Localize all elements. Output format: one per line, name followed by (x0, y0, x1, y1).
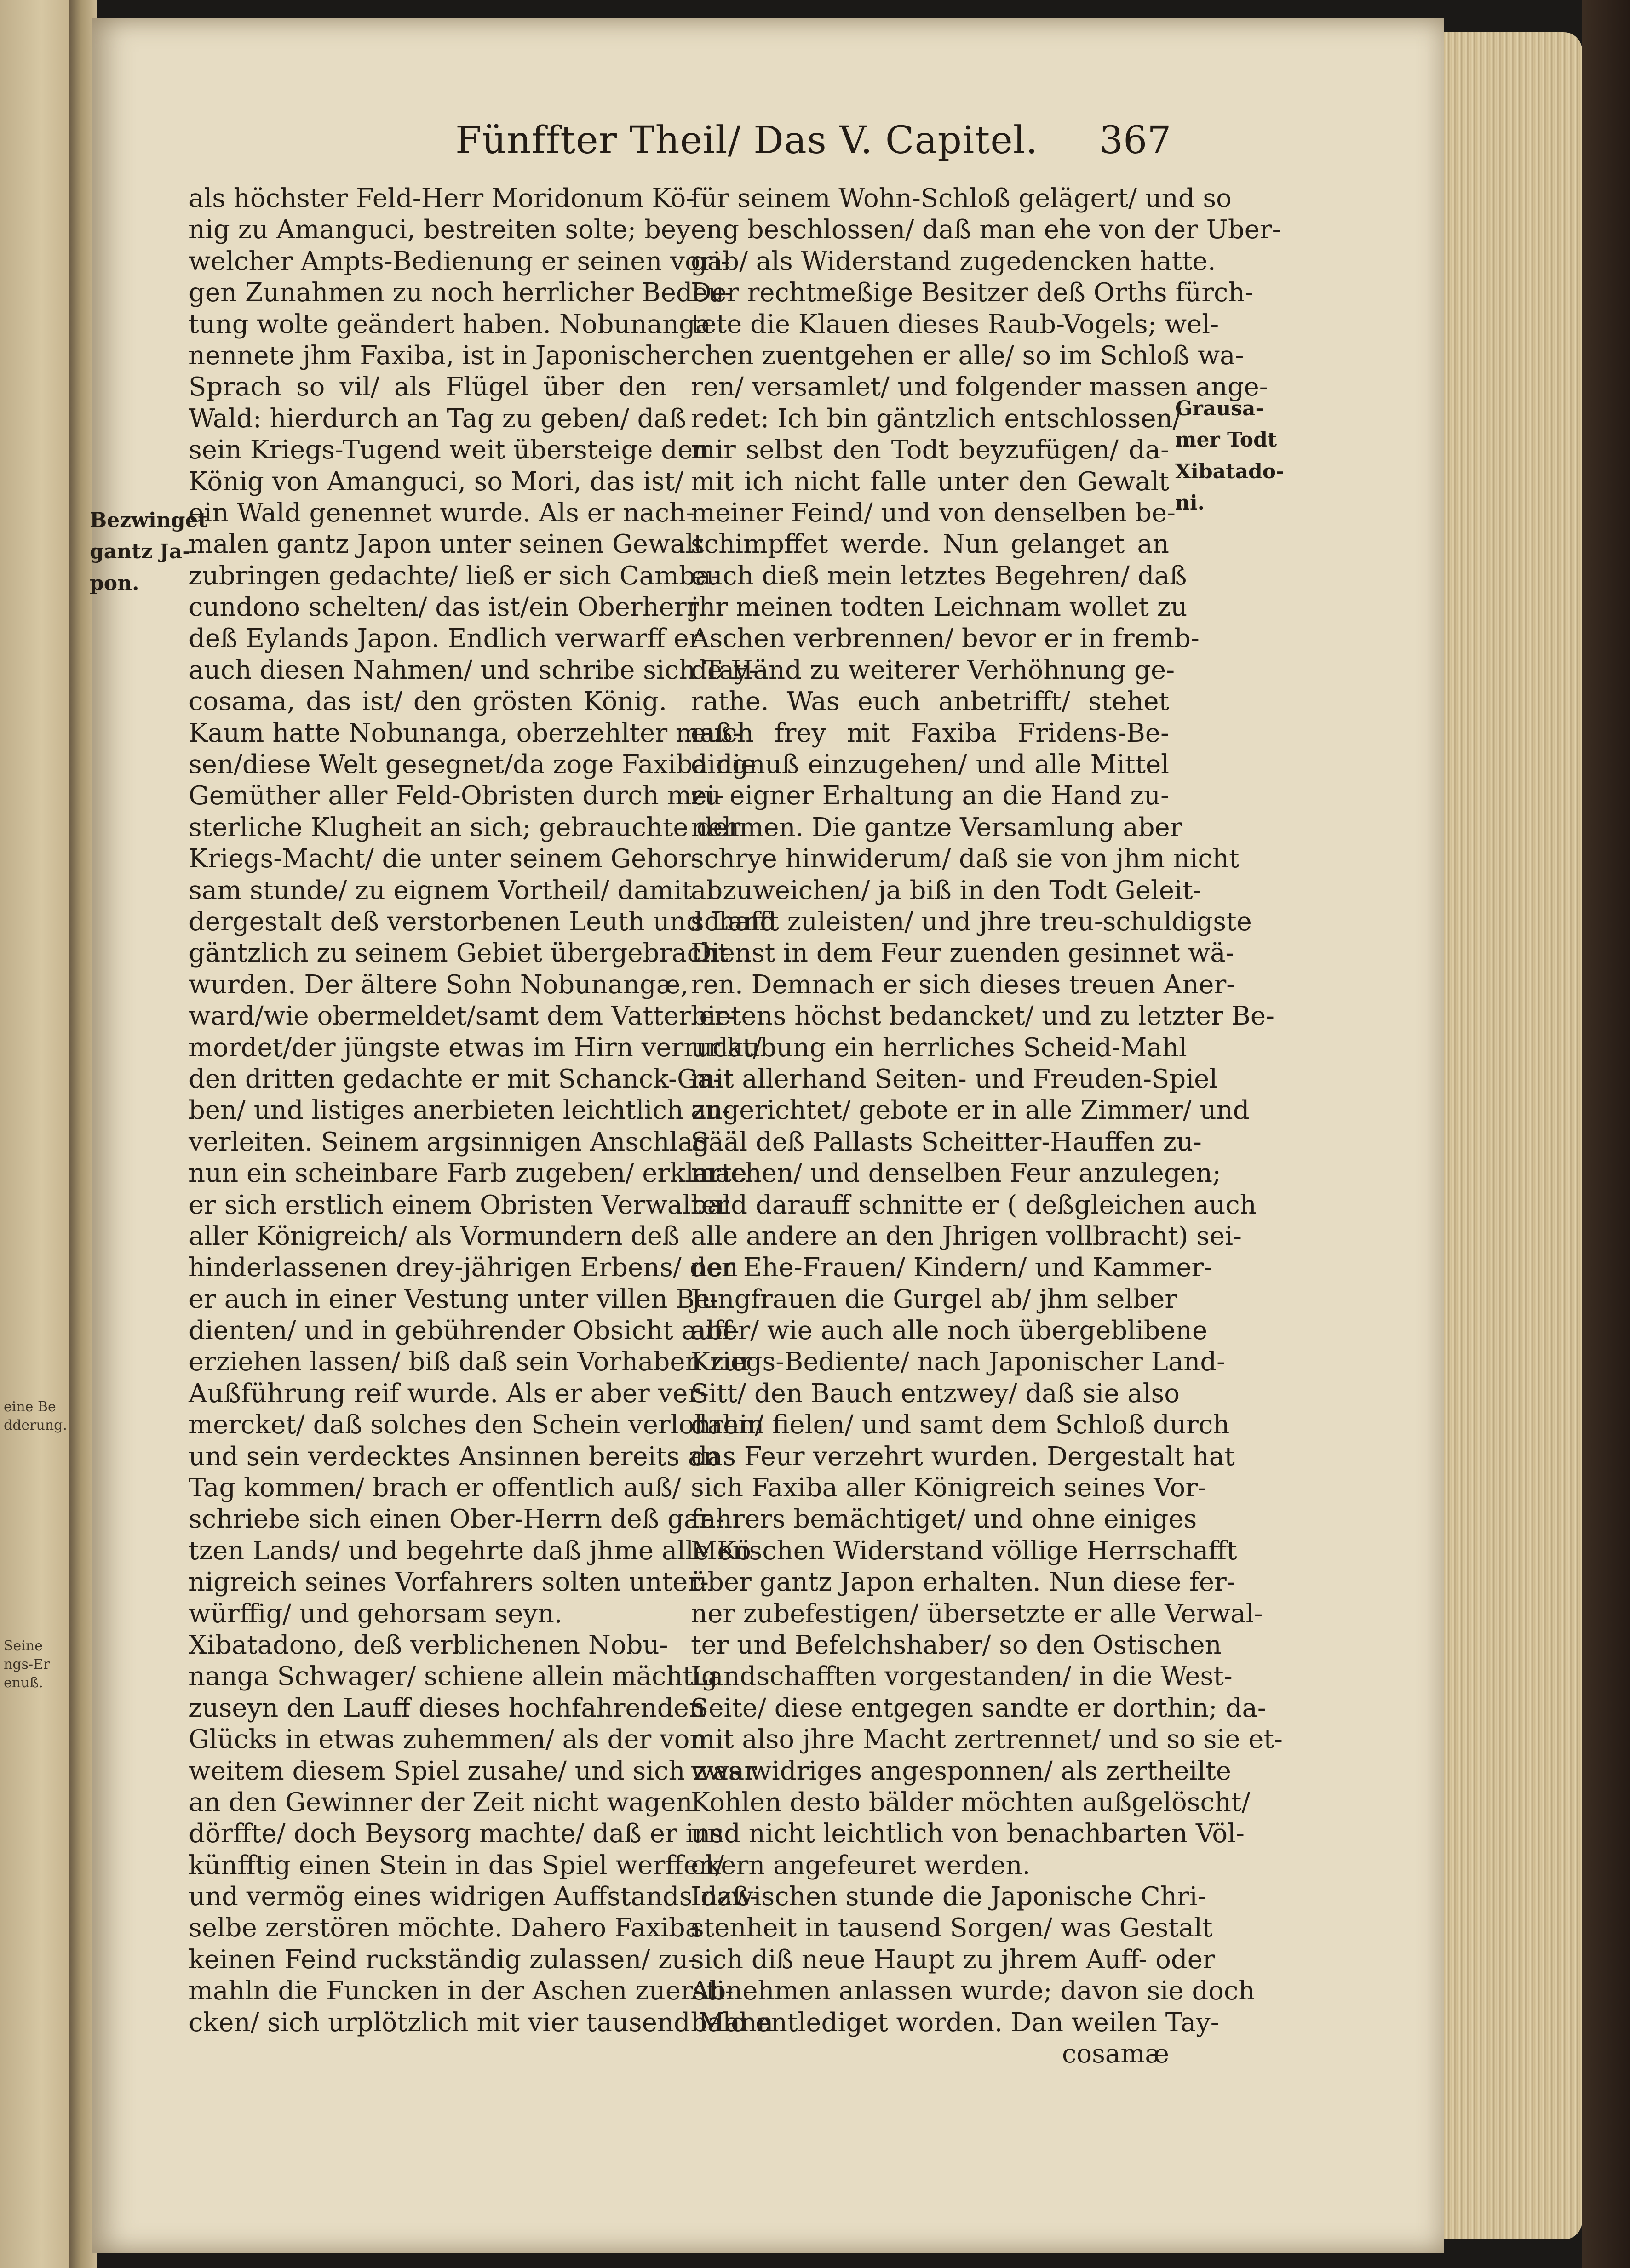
text-line: mahln die Funcken in der Aschen zuersti- (189, 1976, 734, 2006)
text-line: zubringen gedachte/ ließ er sich Camba- (189, 561, 720, 591)
text-line: nehmen. Die gantze Versamlung aber (691, 812, 1182, 842)
text-line: ckern angefeuret werden. (691, 1850, 1031, 1880)
previous-page-edge (0, 0, 69, 2268)
text-line: sich Faxiba aller Königreich seines Vor- (691, 1473, 1206, 1503)
text-line: alle andere an den Jhrigen vollbracht) sei- (691, 1221, 1242, 1251)
text-line: Jungfrauen die Gurgel ab/ jhm selber (691, 1284, 1177, 1314)
text-line: mordet/der jüngste etwas im Hirn verruckt/ (189, 1032, 762, 1063)
text-line: jhr meinen todten Leichnam wollet zu (691, 592, 1188, 623)
text-line: stenheit in tausend Sorgen/ was Gestalt (691, 1913, 1213, 1943)
text-line: und nicht leichtlich von benachbarten Völ- (691, 1819, 1245, 1849)
text-line: er auch in einer Vestung unter villen Be- (189, 1284, 719, 1314)
text-line: ein Wald genennet wurde. Als er nach- (189, 498, 695, 528)
text-line: rathe. Was euch anbetrifft/ stehet (691, 687, 1169, 717)
text-line: hinderlassenen drey-jährigen Erbens/ den (189, 1253, 738, 1283)
margin-note-line: Grausa- (1175, 397, 1264, 420)
text-line: tzen Lands/ und begehrte daß jhme alle Kö- (189, 1535, 760, 1566)
text-line: machen/ und denselben Feur anzulegen; (691, 1158, 1221, 1189)
left-text-column (189, 183, 777, 2039)
text-line: zuseyn den Lauff dieses hochfahrenden (189, 1693, 706, 1723)
text-line: ter und Befelchshaber/ so den Ostischen (691, 1630, 1222, 1660)
text-line: Kriegs-Bediente/ nach Japonischer Land- (691, 1347, 1226, 1377)
text-line: Außführung reif wurde. Als er aber ver- (189, 1378, 709, 1409)
text-line: Menschen Widerstand völlige Herrschafft (691, 1535, 1237, 1566)
text-line: mit allerhand Seiten- und Freuden-Spiel (691, 1064, 1218, 1094)
text-line: keinen Feind ruckständig zulassen/ zu- (189, 1944, 697, 1975)
previous-page-note: eine Be dderung. (4, 1399, 67, 1433)
text-line: nun ein scheinbare Farb zugeben/ erklarte (189, 1158, 747, 1189)
text-line: abzuweichen/ ja biß in den Todt Geleit- (691, 875, 1202, 905)
text-line: schriebe sich einen Ober-Herrn deß gan- (189, 1504, 725, 1535)
margin-note-line: pon. (90, 571, 139, 595)
text-line: bald darauff schnitte er ( deßgleichen auch (691, 1190, 1257, 1220)
text-line: cken/ sich urplötzlich mit vier tausend Mann (189, 2007, 774, 2038)
text-line: euch dieß mein letztes Begehren/ daß (691, 561, 1187, 591)
text-line: bietens höchst bedancket/ und zu letzter Be- (691, 1001, 1274, 1031)
text-line: chen zuentgehen er alle/ so im Schloß wa- (691, 340, 1244, 371)
text-line: de Händ zu weiterer Verhöhnung ge- (691, 655, 1175, 685)
text-line: Sääl deß Pallasts Scheitter-Hauffen zu- (691, 1127, 1202, 1157)
text-line: dergestalt deß verstorbenen Leuth und Land (189, 906, 777, 937)
text-line: urlaubung ein herrliches Scheid-Mahl (691, 1032, 1187, 1063)
text-line: Abnehmen anlassen wurde; davon sie doch (691, 1976, 1255, 2006)
text-line: ner zubefestigen/ übersetzte er alle Verwal- (691, 1598, 1263, 1629)
text-line: und sein verdecktes Ansinnen bereits an (189, 1441, 720, 1472)
previous-page-note: Seine ngs-Er enuß. (4, 1638, 50, 1691)
text-line: für seinem Wohn-Schloß gelägert/ und so (691, 183, 1232, 213)
text-line: Sitt/ den Bauch entzwey/ daß sie also (691, 1378, 1180, 1409)
text-line: ward/wie obermeldet/samt dem Vatter er- (189, 1001, 736, 1031)
text-line: fahrers bemächtiget/ und ohne einiges (691, 1504, 1197, 1535)
margin-note-line: Xibatado- (1175, 459, 1285, 483)
text-line: Seite/ diese entgegen sandte er dorthin; da- (691, 1693, 1266, 1723)
text-line: ren. Demnach er sich dieses treuen Aner- (691, 969, 1235, 1000)
text-line: mir selbst den Todt beyzufügen/ da- (691, 435, 1169, 465)
text-line: ner Ehe-Frauen/ Kindern/ und Kammer- (691, 1253, 1213, 1283)
text-line: würffig/ und gehorsam seyn. (189, 1598, 562, 1629)
text-line: Inzwischen stunde die Japonische Chri- (691, 1882, 1206, 1912)
text-line: dahin fielen/ und samt dem Schloß durch (691, 1410, 1230, 1440)
text-line: mit ich nicht falle unter den Gewalt (691, 466, 1169, 497)
margin-note-line: ni. (1175, 491, 1205, 515)
text-line: redet: Ich bin gäntzlich entschlossen/ (691, 403, 1182, 434)
text-line: cundono schelten/ das ist/ein Oberherr (189, 592, 699, 623)
text-line: sen/diese Welt gesegnet/da zoge Faxiba die (189, 750, 756, 780)
text-line: an den Gewinner der Zeit nicht wagen (189, 1787, 693, 1817)
text-line: Kaum hatte Nobunanga, oberzehlter maß- (189, 718, 741, 748)
text-line: euch frey mit Faxiba Fridens-Be- (691, 718, 1169, 748)
text-line: ben/ und listiges anerbieten leichtlich zu- (189, 1095, 731, 1126)
text-line: Landschafften vorgestanden/ in die West- (691, 1661, 1233, 1692)
text-line: Glücks in etwas zuhemmen/ als der von (189, 1724, 706, 1755)
margin-note-line: gantz Ja- (90, 540, 191, 564)
margin-note-line: mer Todt (1175, 428, 1277, 452)
text-line: schafft zuleisten/ und jhre treu-schuldigste (691, 906, 1252, 937)
text-line: cosama, das ist/ den grösten König. (189, 687, 667, 717)
text-line: wurden. Der ältere Sohn Nobunangæ, (189, 969, 689, 1000)
text-line: angerichtet/ gebote er in alle Zimmer/ und (691, 1095, 1250, 1126)
text-line: bald entlediget worden. Dan weilen Tay- (691, 2007, 1219, 2038)
text-line: tete die Klauen dieses Raub-Vogels; wel- (691, 309, 1219, 339)
text-line: aller Königreich/ als Vormundern deß (189, 1221, 680, 1251)
margin-note-right (1175, 396, 1285, 522)
text-line: tung wolte geändert haben. Nobunanga (189, 309, 711, 339)
text-line: selbe zerstören möchte. Dahero Faxiba (189, 1913, 701, 1943)
text-line: Tag kommen/ brach er offentlich auß/ (189, 1473, 681, 1503)
text-line: gäntzlich zu seinem Gebiet übergebracht (189, 938, 729, 968)
text-line: den dritten gedachte er mit Schanck-Ga- (189, 1064, 722, 1094)
text-line: weitem diesem Spiel zusahe/ und sich zwar (189, 1756, 757, 1786)
text-line: nanga Schwager/ schiene allein mächtig (189, 1661, 718, 1692)
text-line: künfftig einen Stein in das Spiel werffen/ (189, 1850, 724, 1880)
text-line: verleiten. Seinem argsinnigen Anschlag (189, 1127, 710, 1157)
text-line: dörffte/ doch Beysorg machte/ daß er ins (189, 1819, 724, 1849)
text-line: und vermög eines widrigen Auffstands daß- (189, 1882, 758, 1912)
text-line: nigreich seines Vorfahrers solten unter- (189, 1567, 709, 1598)
margin-note-line: Bezwinget (90, 509, 207, 532)
text-line: zu eigner Erhaltung an die Hand zu- (691, 781, 1169, 811)
text-line: Aschen verbrennen/ bevor er in fremb- (691, 624, 1200, 654)
text-line: welcher Ampts-Bedienung er seinen vori- (189, 246, 730, 276)
text-line: sich diß neue Haupt zu jhrem Auff- oder (691, 1944, 1215, 1975)
text-line: mercket/ daß solches den Schein verlohren/ (189, 1410, 764, 1440)
text-line: deß Eylands Japon. Endlich verwarff er (189, 624, 701, 654)
text-line: was widriges angesponnen/ als zertheilte (691, 1756, 1231, 1786)
text-line: gab/ als Widerstand zugedencken hatte. (691, 246, 1216, 276)
text-line: schrye hinwiderum/ daß sie von jhm nicht (691, 844, 1240, 874)
catchword: cosamæ (1062, 2039, 1169, 2069)
text-line: das Feur verzehrt wurden. Dergestalt hat (691, 1441, 1235, 1472)
margin-note-left (90, 508, 207, 602)
text-line: gen Zunahmen zu noch herrlicher Bedeu- (189, 278, 733, 308)
text-line: mit also jhre Macht zertrennet/ und so sie et- (691, 1724, 1283, 1755)
text-line: auch diesen Nahmen/ und schribe sich Tay- (189, 655, 758, 685)
text-line: nig zu Amanguci, bestreiten solte; bey (189, 215, 691, 245)
text-line: erziehen lassen/ biß daß sein Vorhaben zur (189, 1347, 752, 1377)
text-line: Sprach so vil/ als Flügel über den (189, 372, 667, 402)
text-line: meiner Feind/ und von denselben be- (691, 498, 1176, 528)
text-line: Dienst in dem Feur zuenden gesinnet wä- (691, 938, 1234, 968)
book-cover (1582, 0, 1630, 2268)
text-line: schimpffet werde. Nun gelanget an (691, 529, 1169, 560)
text-line: Kohlen desto bälder möchten außgelöscht/ (691, 1787, 1251, 1817)
text-line: Kriegs-Macht/ die unter seinem Gehor- (189, 844, 700, 874)
text-line: Der rechtmeßige Besitzer deß Orths fürch- (691, 278, 1254, 308)
text-line: sterliche Klugheit an sich; gebrauchte der (189, 812, 741, 842)
text-line: Gemüther aller Feld-Obristen durch mei- (189, 781, 724, 811)
text-line: aber/ wie auch alle noch übergeblibene (691, 1316, 1208, 1346)
page-stack-edges (1444, 32, 1582, 2239)
page-number: 367 (1099, 119, 1171, 162)
text-line: König von Amanguci, so Mori, das ist/ (189, 466, 684, 497)
text-line: er sich erstlich einem Obristen Verwalter (189, 1190, 729, 1220)
text-line: sam stunde/ zu eignem Vortheil/ damit (189, 875, 693, 905)
text-line: nennete jhm Faxiba, ist in Japonischer (189, 340, 690, 371)
text-line: Xibatadono, deß verblichenen Nobu- (189, 1630, 668, 1660)
text-line: über gantz Japon erhalten. Nun diese fer- (691, 1567, 1235, 1598)
text-line: ren/ versamlet/ und folgender massen ange- (691, 372, 1268, 402)
text-line: dingnuß einzugehen/ und alle Mittel (691, 750, 1169, 780)
running-head: Fünffter Theil/ Das V. Capitel. (455, 119, 1039, 162)
text-line: Wald: hierdurch an Tag zu geben/ daß (189, 403, 687, 434)
text-line: dienten/ und in gebührender Obsicht auff- (189, 1316, 740, 1346)
text-line: als höchster Feld-Herr Moridonum Kö- (189, 183, 695, 213)
text-line: eng beschlossen/ daß man ehe von der Uber- (691, 215, 1281, 245)
text-line: malen gantz Japon unter seinen Gewalt (189, 529, 704, 560)
text-line: sein Kriegs-Tugend weit übersteige den (189, 435, 710, 465)
